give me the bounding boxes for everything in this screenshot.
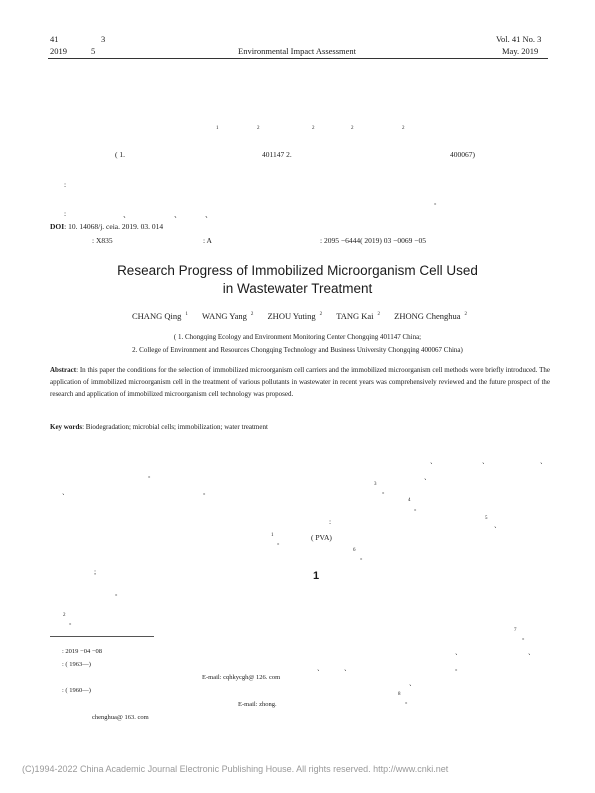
reference-mark: 6 <box>353 548 356 553</box>
affiliation-en-2: 2. College of Environment and Resources Chongqing Technology and Business University Chongqing 400067 China) <box>132 346 463 354</box>
article-id: : 2095 −6444( 2019) 03 −0069 −05 <box>320 236 427 245</box>
keywords-en <box>50 423 268 431</box>
cn-author-mark-2: 2 <box>257 126 260 131</box>
doi-line <box>50 222 163 231</box>
author-en: WANG Yang $^2$ <box>201 311 254 321</box>
reference-mark: 5 <box>485 516 488 521</box>
body-right-mark: 。 <box>382 488 389 495</box>
body-right-mark: 。 <box>360 554 367 561</box>
cn-keywords-colon: : <box>64 209 67 218</box>
body-right-mark: 。 <box>455 665 462 672</box>
body-right-sep: 、 <box>317 665 324 672</box>
cn-author-mark-4: 2 <box>351 126 354 131</box>
body-right-mark: 、 <box>424 474 431 481</box>
document-code: : A <box>203 236 212 245</box>
body-right-sep: 、 <box>528 649 535 656</box>
body-right-mark: 、 <box>409 680 416 687</box>
header-rule <box>48 58 548 59</box>
body-right-sep: 、 <box>455 649 462 656</box>
cn-affiliation-postcode-2: 400067) <box>450 150 475 159</box>
section-heading-number: 1 <box>313 570 320 582</box>
reference-mark: 4 <box>408 498 411 503</box>
reference-mark: 7 <box>514 628 517 633</box>
body-left-mark: 。 <box>203 489 210 496</box>
keywords-label: Key words <box>50 423 83 431</box>
cn-author-mark-1: 1 <box>216 126 219 131</box>
body-left-mark: 。 <box>115 590 122 597</box>
body-right-sep: 、 <box>344 665 351 672</box>
body-right-pva: ( PVA) <box>311 533 332 542</box>
abstract-label: Abstract <box>50 366 77 374</box>
authors-en <box>0 311 595 321</box>
cn-abstract-end: 。 <box>434 199 441 206</box>
body-left-mark: 、 <box>62 489 69 496</box>
clc-number: : X835 <box>92 236 113 245</box>
body-right-sep: 、 <box>430 458 437 465</box>
doi-value: : 10. 14068/j. ceia. 2019. 03. 014 <box>64 222 164 231</box>
cn-keywords-sep-3: 、 <box>205 210 213 219</box>
header-year: 2019 <box>50 46 67 56</box>
cn-keywords-sep-2: 、 <box>174 210 182 219</box>
author-en: CHANG Qing $^1$ <box>132 311 188 321</box>
cn-affiliation-postcode-1: 401147 2. <box>262 150 292 159</box>
footnote-email-1: E-mail: cqhkycgh@ 126. com <box>202 674 281 681</box>
body-left-colon: ; <box>94 567 97 576</box>
cn-keywords-sep-1: 、 <box>123 210 131 219</box>
title-line-2: in Wastewater Treatment <box>222 281 373 296</box>
abstract-text: : In this paper the conditions for the selection of immobilized microorganism cell carriers and the immobilized microorganism cell methods were briefly introduced. The application of immobilized microorganism cell in the treatment of various pollutants in wastewater in recent years was comprehensively reviewed and the future prospect of the research and application of immobilized microorganism cell technology was proposed. <box>50 366 550 398</box>
body-left-mark: 。 <box>277 539 284 546</box>
keywords-text: : Biodegradation; microbial cells; immobilization; water treatment <box>82 423 268 431</box>
header-issue: 3 <box>101 34 106 44</box>
header-vol-no: Vol. 41 No. 3 <box>496 34 542 44</box>
body-right-mark: 、 <box>494 522 501 529</box>
abstract-en <box>50 364 550 400</box>
body-right-sep: 、 <box>540 458 547 465</box>
doi-label: DOI <box>50 222 65 231</box>
footnote-email-2a: E-mail: zhong. <box>238 701 277 708</box>
author-en: TANG Kai $^2$ <box>336 311 381 321</box>
footnote-email-2b: chenghua@ 163. com <box>92 714 149 721</box>
reference-mark: 3 <box>374 482 377 487</box>
cn-abstract-colon: : <box>64 180 67 189</box>
body-right-sep: 、 <box>482 458 489 465</box>
body-right-mark: 。 <box>414 505 421 512</box>
cn-author-mark-3: 2 <box>312 126 315 131</box>
affiliation-en-1: ( 1. Chongqing Ecology and Environment Monitoring Center Chongqing 401147 China; <box>173 333 422 341</box>
body-right-colon: : <box>329 517 332 526</box>
article-title-en <box>0 262 595 298</box>
author-en: ZHONG Chenghua $^2$ <box>394 311 467 321</box>
copyright-footer: (C)1994-2022 China Academic Journal Electronic Publishing House. All rights reserved. http://www.cnki.net <box>22 764 449 774</box>
header-month: 5 <box>91 46 96 56</box>
body-left-mark: 。 <box>69 619 76 626</box>
reference-mark: 1 <box>271 533 274 538</box>
footnote-rule <box>50 636 154 637</box>
title-line-1: Research Progress of Immobilized Microorganism Cell Used <box>117 263 478 278</box>
body-left-mark: 。 <box>148 472 155 479</box>
body-right-mark: 。 <box>522 634 529 641</box>
cn-affiliation-open: ( 1. <box>115 150 125 159</box>
body-right-mark: 。 <box>405 698 412 705</box>
footnote-author-2: : ( 1960—) <box>62 687 91 694</box>
header-journal: Environmental Impact Assessment <box>238 46 357 56</box>
author-en: ZHOU Yuting $^2$ <box>267 311 323 321</box>
footnote-received: : 2019 −04 −08 <box>62 648 103 655</box>
header-volume: 41 <box>50 34 59 44</box>
reference-mark: 8 <box>398 692 401 697</box>
cn-author-mark-5: 2 <box>402 126 405 131</box>
reference-mark: 2 <box>63 613 66 618</box>
footnote-author-1: : ( 1963—) <box>62 661 91 668</box>
header-date: May. 2019 <box>502 46 539 56</box>
